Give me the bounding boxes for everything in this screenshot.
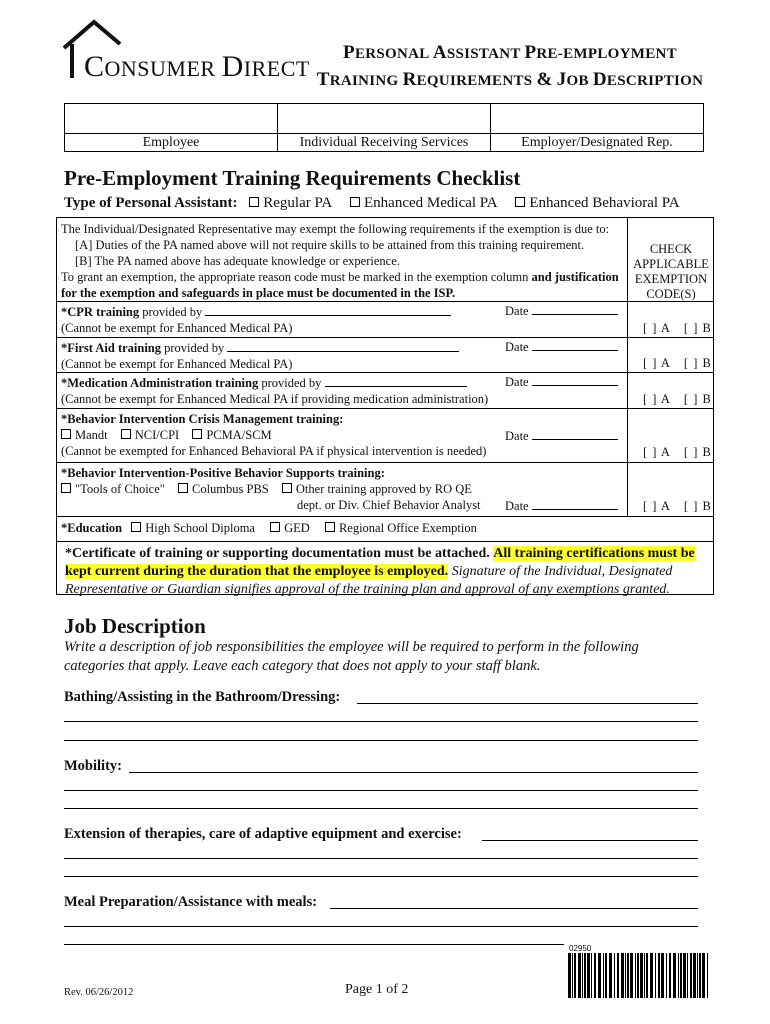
medication-provider-field[interactable] [325,376,467,387]
pbs-code-b[interactable]: [ ] B [683,499,711,513]
mobility-input-line-1[interactable] [129,772,698,773]
cpr-code-b[interactable]: [ ] B [683,321,711,335]
checkbox-icon[interactable] [131,522,141,532]
employee-name-field[interactable] [65,104,278,152]
checkbox-icon[interactable] [61,483,71,493]
names-table [64,103,704,152]
bathing-input-line-1[interactable] [357,703,698,704]
therapies-label: Extension of therapies, care of adaptive equipment and exercise: [64,826,462,842]
pbs-option-columbus[interactable]: Columbus PBS [178,482,269,496]
checkbox-icon[interactable] [515,197,525,207]
exemption-intro: The Individual/Designated Representative may exempt the following requirements if the exemption is due to: [A] Duties of the PA named above will not require skills to be attained from this training requirement. [B] The PA named above has adequate knowledge or experience. To grant an exemption, the appropriate reason code must be marked in the exemption column and justification for the exemption and safeguards in place must be documented in the ISP. [61,222,619,300]
meal-input-line-2[interactable] [64,926,698,927]
pa-type-regular[interactable]: Regular PA [249,195,332,211]
bathing-input-line-2[interactable] [64,721,698,722]
pbs-date-field[interactable] [532,499,618,510]
medication-training-row: *Medication Administration training provided by (Cannot be exempt for Enhanced Medical PA if providing medication administration) Date [ ] A [ ] B [57,372,713,408]
therapies-input-line-1[interactable] [482,840,698,841]
first-aid-code-b[interactable]: [ ] B [683,356,711,370]
barcode-icon [567,953,710,998]
checklist-heading: Pre-Employment Training Requirements Checklist [64,166,521,190]
checkbox-icon[interactable] [178,483,188,493]
employer-name-field[interactable] [491,104,704,152]
barcode-number: 02950 [569,944,592,953]
medication-date-field[interactable] [532,375,618,386]
checkbox-icon[interactable] [121,429,131,439]
crisis-option-mandt[interactable]: Mandt [61,428,108,442]
checkbox-icon[interactable] [325,522,335,532]
mobility-label: Mobility: [64,758,122,774]
pbs-option-tools-of-choice[interactable]: "Tools of Choice" [61,482,165,496]
exemption-code-header: CHECK APPLICABLE EXEMPTION CODE(S) [633,242,709,301]
checkbox-icon[interactable] [270,522,280,532]
medication-code-a[interactable]: [ ] A [643,392,670,406]
mobility-input-line-3[interactable] [64,808,698,809]
first-aid-code-a[interactable]: [ ] A [643,356,670,370]
employer-label: Employer/Designated Rep. [491,133,703,151]
job-description-instructions: Write a description of job responsibilities the employee will be required to perform in the following categories that apply. Leave each category that does not apply to your staff blank. [64,639,639,674]
cpr-code-a[interactable]: [ ] A [643,321,670,335]
pa-type-label: Type of Personal Assistant: [64,195,238,211]
cpr-provider-field[interactable] [205,305,451,316]
meal-input-line-1[interactable] [330,908,698,909]
meal-label: Meal Preparation/Assistance with meals: [64,894,318,910]
first-aid-provider-field[interactable] [227,341,459,352]
first-aid-date-field[interactable] [532,340,618,351]
therapies-input-line-3[interactable] [64,876,698,877]
pa-type-row [64,195,694,212]
cpr-training-row: *CPR training provided by (Cannot be exempt for Enhanced Medical PA) Date [ ] A [ ] B [57,301,713,337]
logo-text: CONSUMER DIRECT [84,50,310,83]
therapies-input-line-2[interactable] [64,858,698,859]
consumer-direct-logo [62,18,310,83]
mobility-input-line-2[interactable] [64,790,698,791]
cpr-date-field[interactable] [532,304,618,315]
job-description-heading: Job Description [64,614,206,638]
checkbox-icon[interactable] [350,197,360,207]
crisis-management-row: *Behavior Intervention Crisis Management training: Mandt NCI/CPI PCMA/SCM (Cannot be exempted for Enhanced Behavioral PA if physical intervention is needed) Date [ ] A [ ] B [57,408,713,462]
page-number: Page 1 of 2 [345,982,409,997]
education-option-ro-exemption[interactable]: Regional Office Exemption [325,521,477,535]
education-row: *Education High School Diploma GED Regional Office Exemption [57,516,713,541]
crisis-code-a[interactable]: [ ] A [643,445,670,459]
crisis-date-field[interactable] [532,429,618,440]
checkbox-icon[interactable] [192,429,202,439]
individual-name-field[interactable] [278,104,491,152]
crisis-code-b[interactable]: [ ] B [683,445,711,459]
checkbox-icon[interactable] [282,483,292,493]
bathing-label: Bathing/Assisting in the Bathroom/Dressing: [64,689,341,705]
bathing-input-line-3[interactable] [64,740,698,741]
individual-label: Individual Receiving Services [278,133,490,151]
medication-code-b[interactable]: [ ] B [683,392,711,406]
crisis-option-pcma-scm[interactable]: PCMA/SCM [192,428,271,442]
meal-input-line-3[interactable] [64,944,564,945]
pbs-training-row: *Behavior Intervention-Positive Behavior Supports training: "Tools of Choice" Columbus PBS Other training approved by RO QE dept. or Div. Chief Behavior Analyst Date [ ] A [ ] B [57,462,713,516]
revision-date: Rev. 06/26/2012 [64,987,134,998]
pbs-code-a[interactable]: [ ] A [643,499,670,513]
crisis-option-nci-cpi[interactable]: NCI/CPI [121,428,179,442]
pbs-option-other[interactable]: Other training approved by RO QE [282,482,472,496]
checkbox-icon[interactable] [249,197,259,207]
checkbox-icon[interactable] [61,429,71,439]
document-title: PERSONAL ASSISTANT PRE-EMPLOYMENT TRAINING REQUIREMENTS & JOB DESCRIPTION [316,42,704,90]
first-aid-training-row: *First Aid training provided by (Cannot be exempt for Enhanced Medical PA) Date [ ] A [ ] B [57,337,713,372]
education-option-hs-diploma[interactable]: High School Diploma [131,521,255,535]
certificate-note: *Certificate of training or supporting documentation must be attached. All training certifications must be kept current during the duration that the employee is employed. Signature of the Individual, Designated Representative or Guardian signifies approval of the training plan and approval of any exemptions granted. [57,541,713,599]
pa-type-enhanced-behavioral[interactable]: Enhanced Behavioral PA [515,195,679,211]
training-checklist [56,217,714,595]
employee-label: Employee [65,133,277,151]
pa-type-enhanced-medical[interactable]: Enhanced Medical PA [350,195,498,211]
education-option-ged[interactable]: GED [270,521,310,535]
